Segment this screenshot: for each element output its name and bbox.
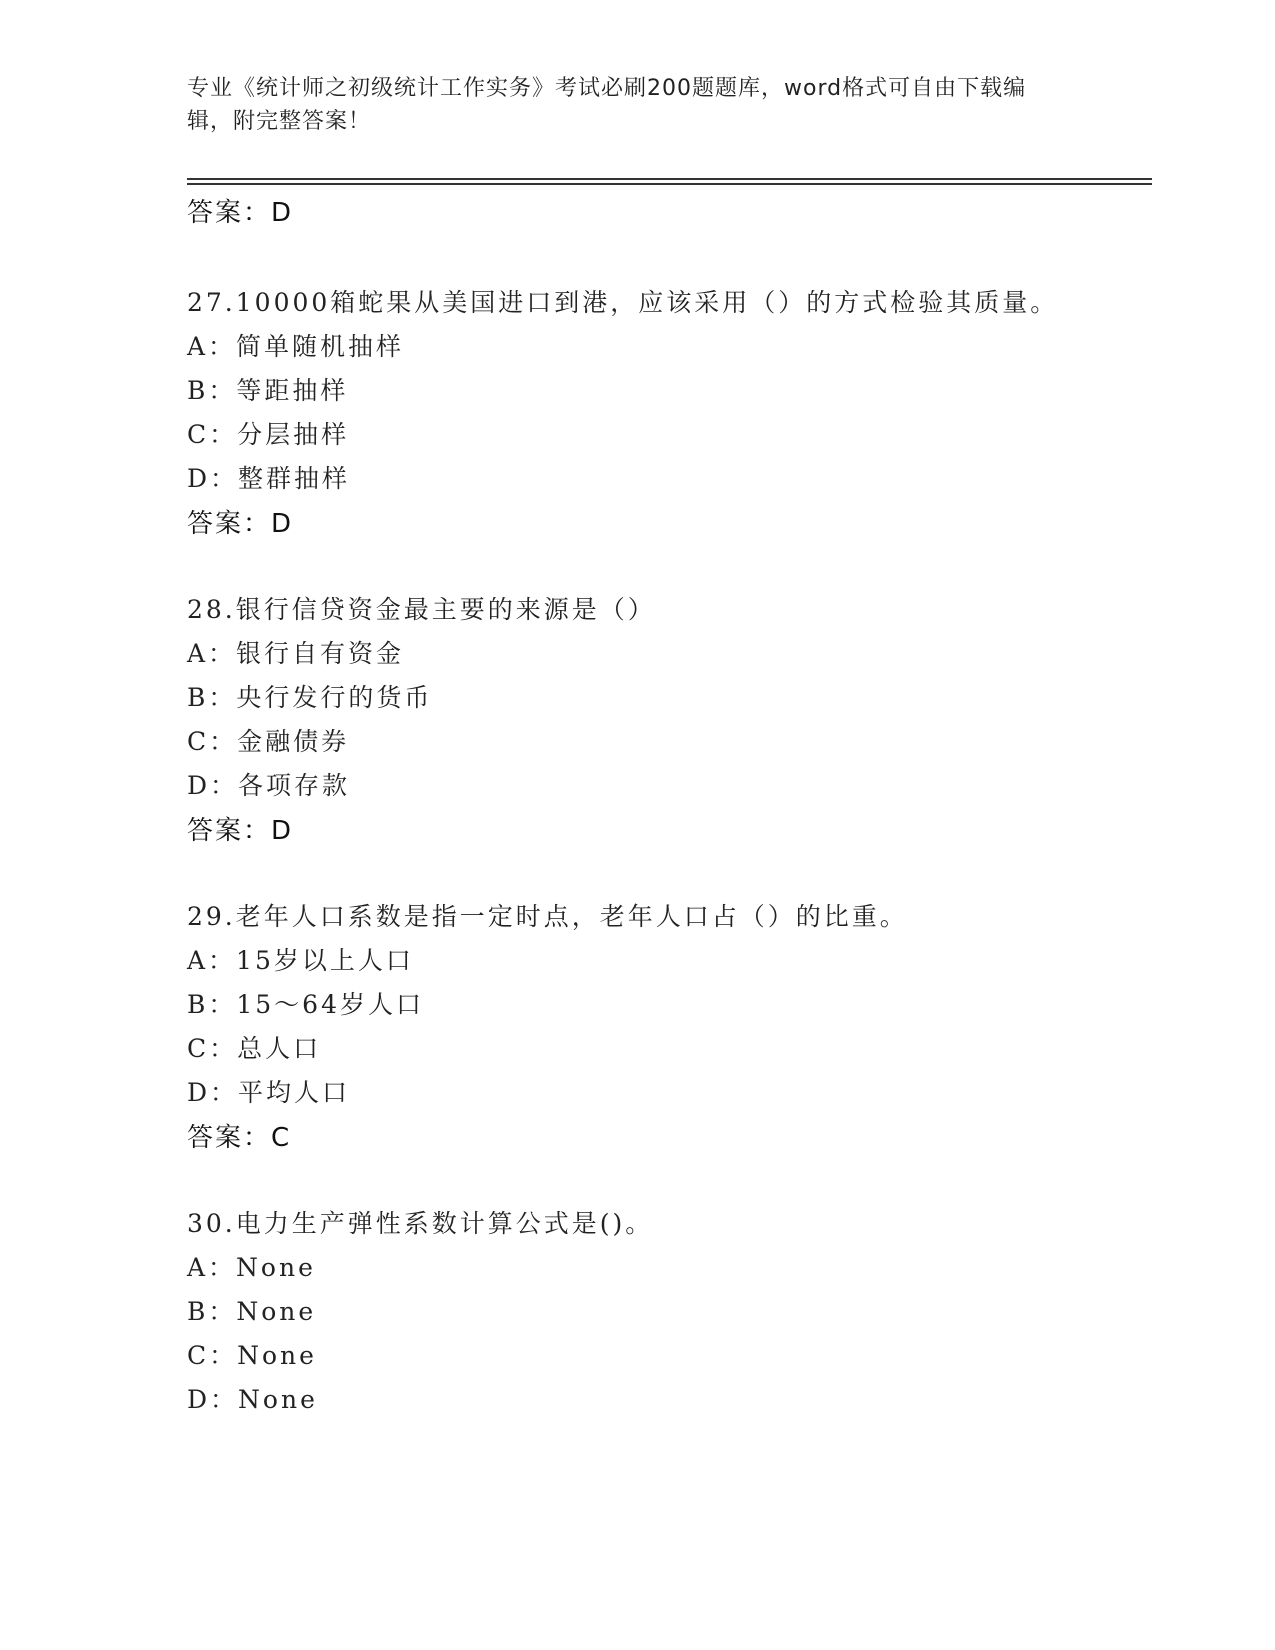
question-29-option-b: B：15～64岁人口: [187, 990, 424, 1019]
question-28-option-d: D：各项存款: [187, 771, 351, 800]
question-30-option-a: A：None: [187, 1253, 316, 1282]
question-27-option-d: D：整群抽样: [187, 464, 351, 493]
question-29-option-c: C：总人口: [187, 1034, 322, 1063]
question-29-option-d: D：平均人口: [187, 1078, 351, 1107]
question-30-option-d: D：None: [187, 1385, 318, 1414]
question-30-option-c: C：None: [187, 1341, 317, 1370]
question-29-option-a: A：15岁以上人口: [187, 946, 414, 975]
question-29-stem: 29.老年人口系数是指一定时点，老年人口占（）的比重。: [187, 902, 908, 931]
question-28-option-b: B：央行发行的货币: [187, 683, 433, 712]
question-28-option-a: A：银行自有资金: [187, 639, 405, 668]
header-divider-top: [187, 178, 1152, 180]
question-30-option-b: B：None: [187, 1297, 317, 1326]
answer-29: 答案：C: [187, 1123, 292, 1153]
question-28-stem: 28.银行信贷资金最主要的来源是（）: [187, 595, 656, 624]
question-27-option-b: B：等距抽样: [187, 376, 349, 405]
question-28-option-c: C：金融债券: [187, 727, 350, 756]
question-27-stem: 27.10000箱蛇果从美国进口到港，应该采用（）的方式检验其质量。: [187, 288, 1059, 317]
question-30-stem: 30.电力生产弹性系数计算公式是()。: [187, 1209, 654, 1238]
question-27-option-a: A：简单随机抽样: [187, 332, 405, 361]
question-27-option-c: C：分层抽样: [187, 420, 350, 449]
document-header: 专业《统计师之初级统计工作实务》考试必刷200题题库，word格式可自由下载编辑，附完整答案！: [187, 76, 1027, 134]
answer-27: 答案：D: [187, 509, 294, 539]
answer-28: 答案：D: [187, 816, 294, 846]
header-divider-bottom: [187, 183, 1152, 185]
answer-26: 答案：D: [187, 198, 294, 228]
